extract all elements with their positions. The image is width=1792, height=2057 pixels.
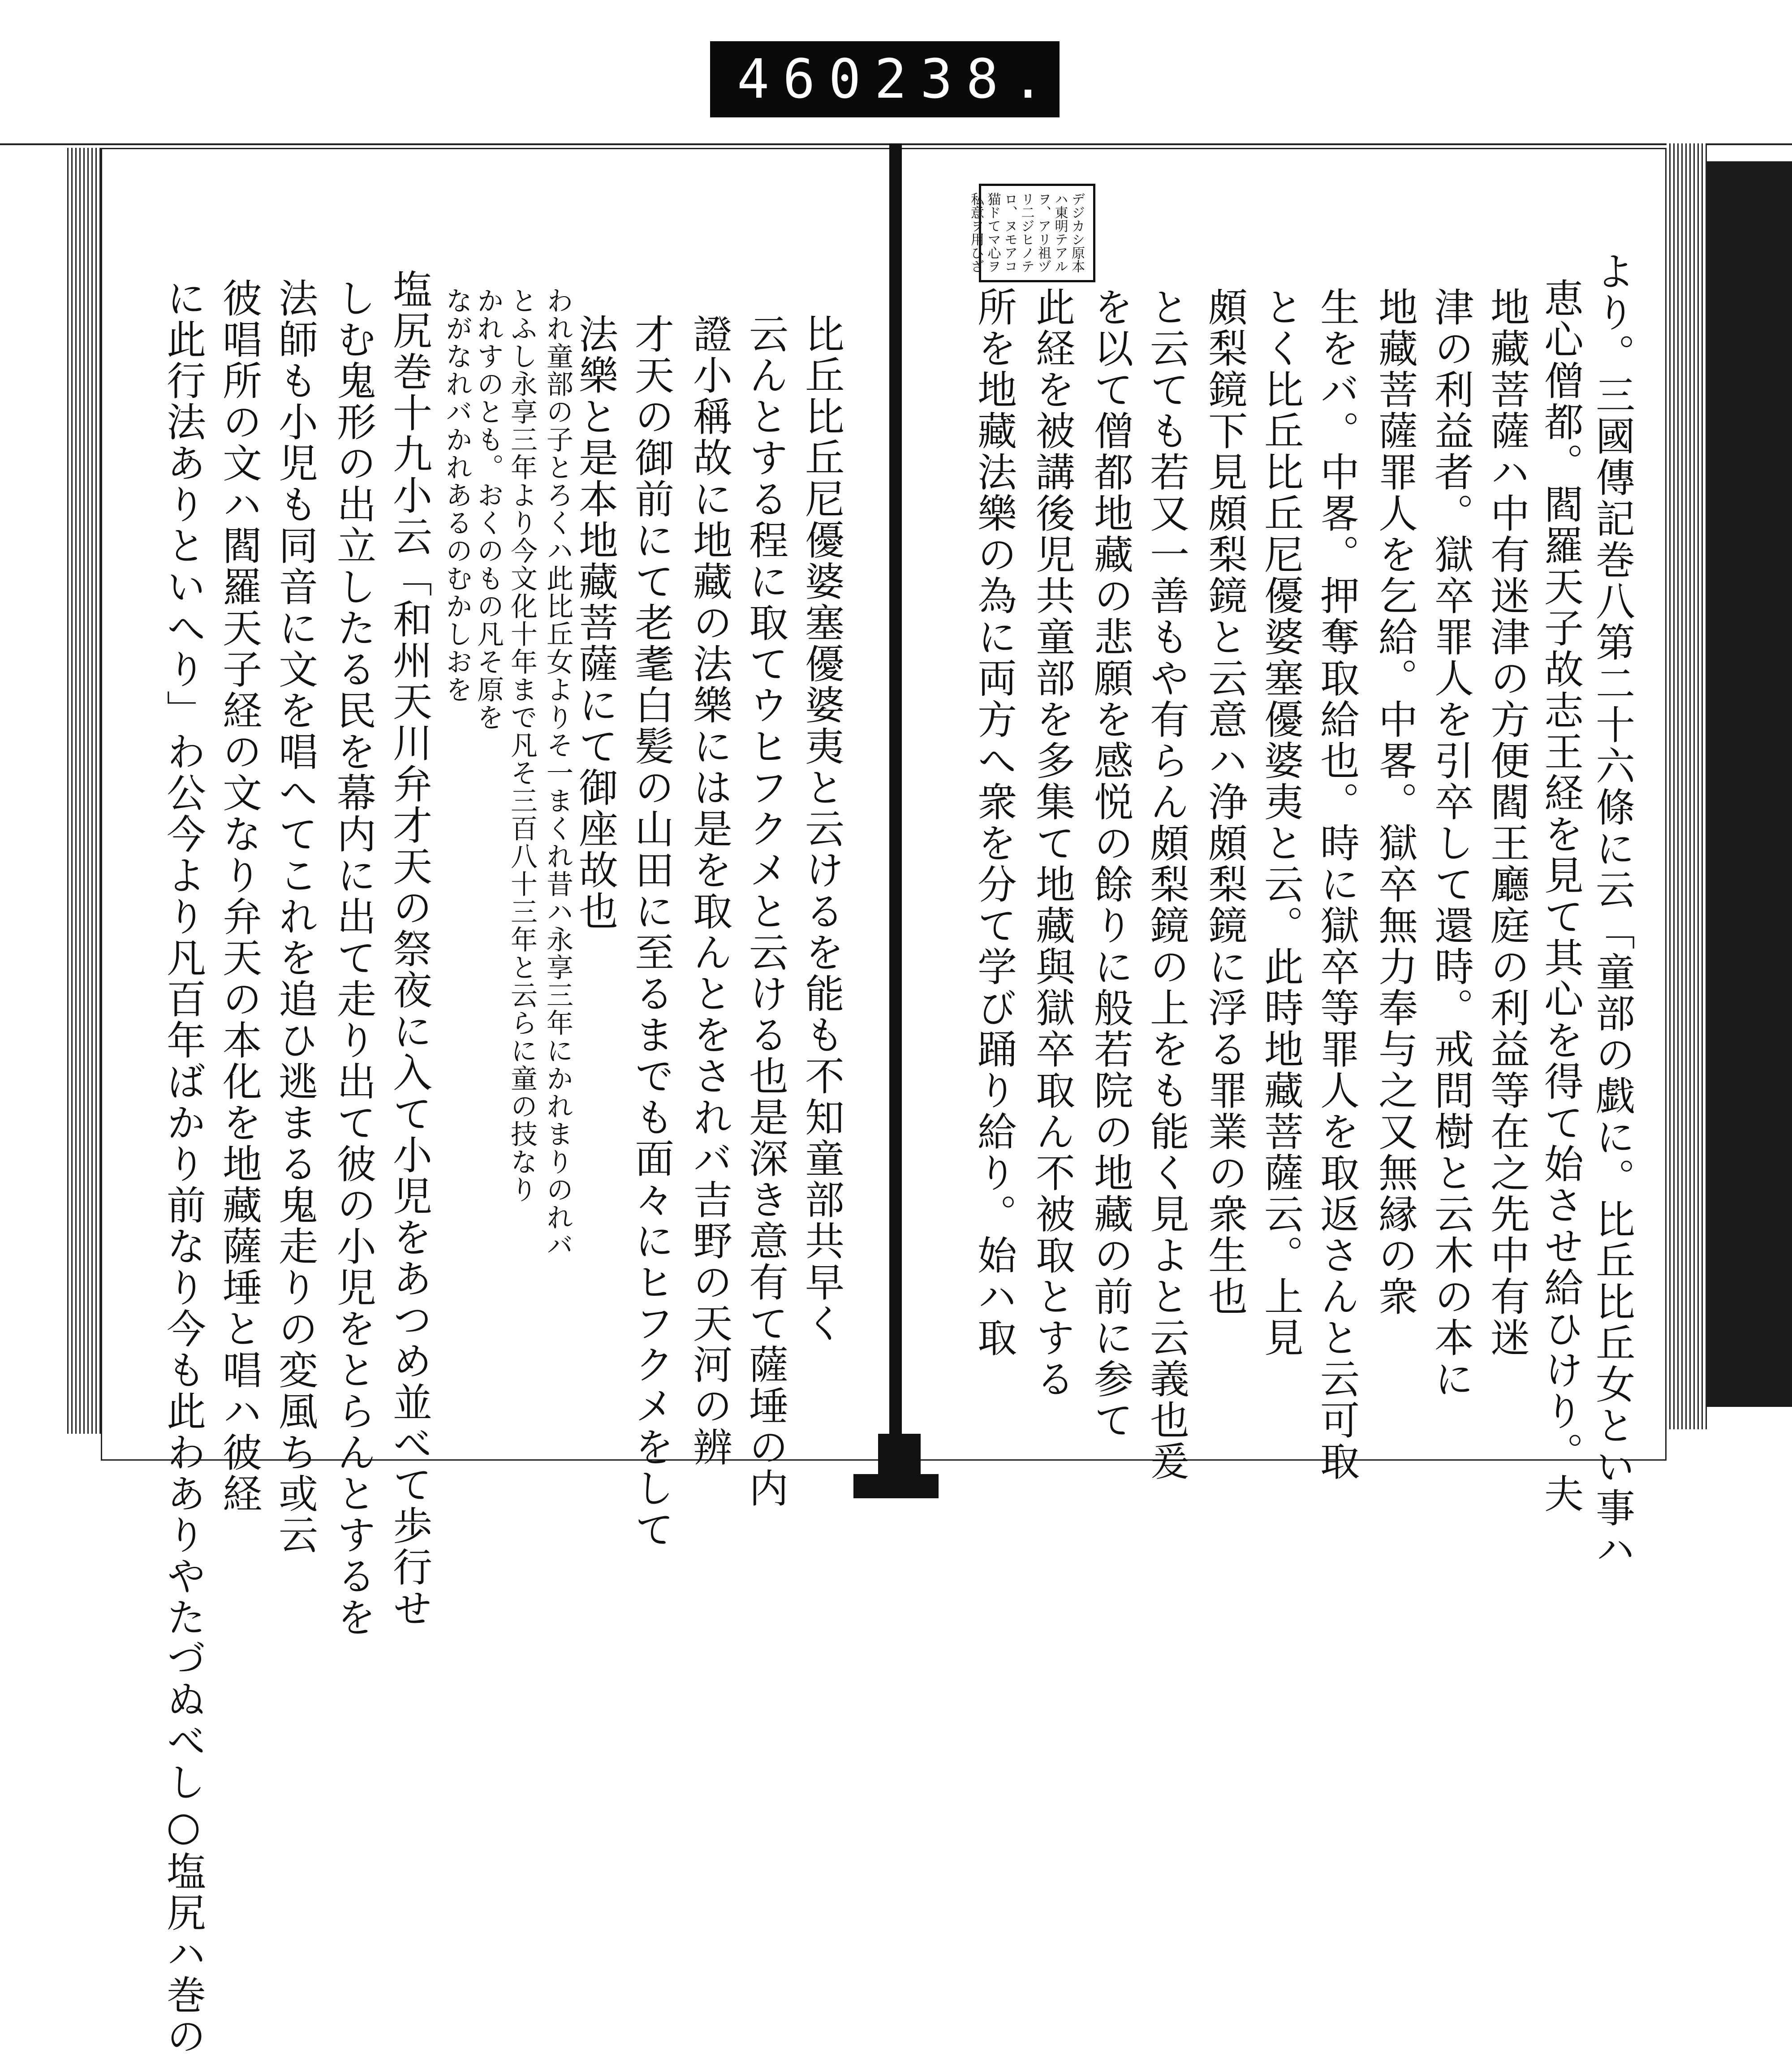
- text-column: に此行法ありといへり」わ公今より凡百年ばかり前なり今も此わありやたづぬべし○塩尻ハ巻の: [160, 278, 207, 2057]
- book-left-edge: [67, 148, 103, 1434]
- text-column: 彼唱所の文ハ閻羅天子経の文なり弁天の本化を地藏薩埵と唱ハ彼経: [216, 278, 263, 1514]
- text-column: 塩尻巻十九小云「和州天川弁才天の祭夜に入て小児をあつめ並べて歩行せ: [387, 269, 433, 1629]
- text-column: より。三國傳記巻八第二十六條に云「童部の戯に。比丘比丘女とい事ハ: [1590, 251, 1636, 1570]
- text-column: 所を地藏法樂の為に両方へ衆を分て学び踊り給り。始ハ取: [971, 287, 1017, 1358]
- text-column: とく比丘比丘尼優婆塞優婆夷と云。此時地藏菩薩云。上見: [1258, 287, 1304, 1358]
- text-column: 頗梨鏡下見頗梨鏡と云意ハ浄頗梨鏡に浮る罪業の衆生也: [1202, 287, 1248, 1317]
- annotation-column: われ童部の子とろくハ此比丘女よりそ一まくれ昔ハ永享三年にかれまりのれバ: [542, 287, 573, 1259]
- text-column: しむ鬼形の出立したる民を幕内に出て走り出て彼の小児をとらんとするを: [331, 278, 377, 1638]
- inset-note-box: [968, 184, 1095, 282]
- text-column: 法樂と是本地藏菩薩にて御座故也: [573, 314, 619, 932]
- frame-label: [710, 41, 1060, 117]
- inset-note-text: デジカシ原本ハ東明テアルヲ、アリ祖ヅリ二ジヒノテロ、ヌモアコ猫ドてマ心ヲ私意ヲ用ひざ: [968, 192, 1085, 273]
- scan-border: [1707, 161, 1792, 1407]
- book-right-edge: [1667, 143, 1707, 1429]
- text-column: 地藏菩薩ハ中有迷津の方便閻王廳庭の利益等在之先中有迷: [1484, 287, 1530, 1358]
- text-column: 此経を被講後児共童部を多集て地藏與獄卒取ん不被取とする: [1030, 287, 1076, 1400]
- text-column: 才天の御前にて老耄白髪の山田に至るまでも面々にヒフクメをして: [629, 314, 675, 1550]
- text-column: 地藏菩薩罪人を乞給。中畧。獄卒無力奉与之又無縁の衆: [1372, 287, 1418, 1317]
- book-gutter: [889, 143, 902, 1483]
- text-column: 生をバ。中畧。押奪取給也。時に獄卒等罪人を取返さんと云可取: [1314, 287, 1360, 1482]
- frame-number-left: 460: [737, 48, 874, 111]
- frame-number-right: 238.: [874, 48, 1058, 111]
- text-column: 恵心僧都。閻羅天子故志王経を見て其心を得て始させ給ひけり。夫: [1538, 278, 1584, 1514]
- text-column: 云んとする程に取てウヒフクメと云ける也是深き意有て薩埵の内: [743, 314, 789, 1509]
- gutter-base-step: [853, 1474, 939, 1498]
- annotation-column: ながなれバかれあるのむかしおを: [441, 287, 473, 703]
- text-column: 比丘比丘尼優婆塞優婆夷と云けるを能も不知童部共早く: [799, 314, 845, 1344]
- annotation-column: かれすのとも。おくのもの凡そ原を: [473, 287, 504, 731]
- annotation-column: とふし永享三年より今文化十年まで凡そ三百八十三年と云らに童の技なり: [506, 287, 538, 1203]
- text-column: を以て僧都地藏の悲願を感悦の餘りに般若院の地藏の前に参て: [1088, 287, 1134, 1441]
- text-column: と云ても若又一善もや有らん頗梨鏡の上をも能く見よと云義也爰: [1144, 287, 1190, 1482]
- text-column: 法師も小児も同音に文を唱へてこれを追ひ逃まる鬼走りの変風ち或云: [272, 278, 319, 1556]
- text-column: 津の利益者。獄卒罪人を引卒して還時。戒問樹と云木の本に: [1428, 287, 1474, 1400]
- text-column: 證小稱故に地藏の法樂には是を取んとをされバ吉野の天河の辨: [687, 314, 733, 1468]
